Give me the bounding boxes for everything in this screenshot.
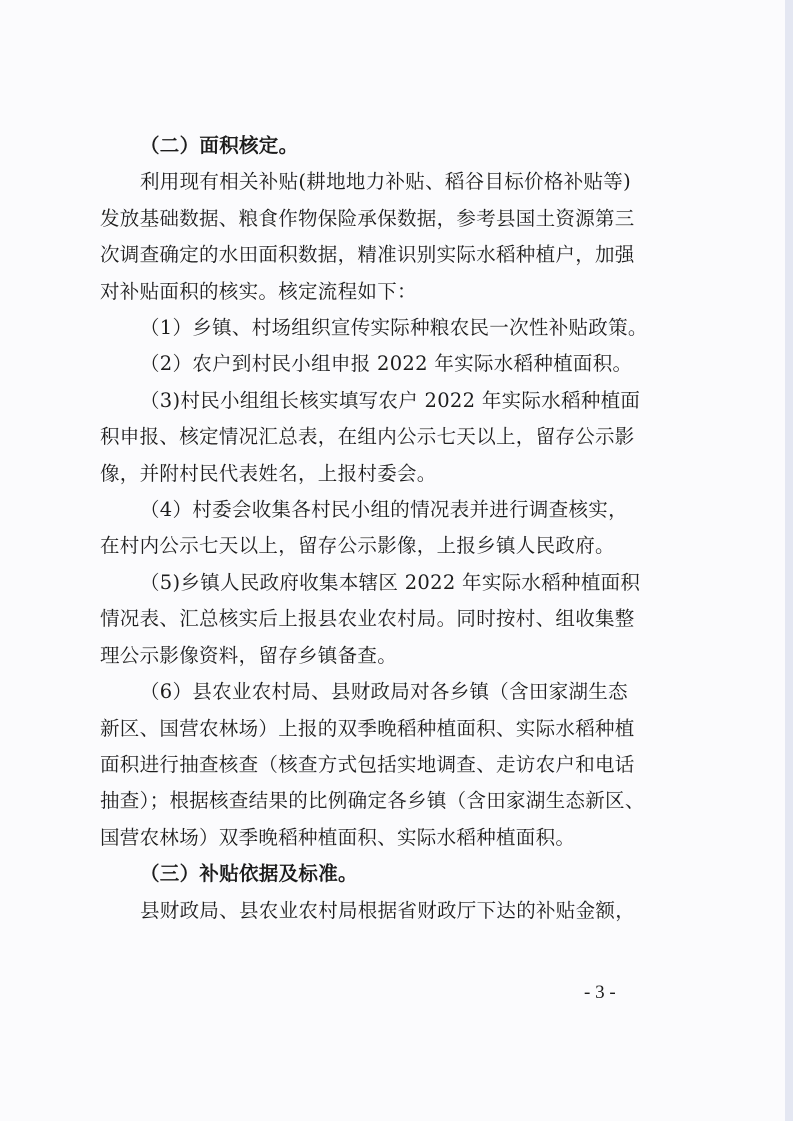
paragraph-line: 面积进行抽查核查（核查方式包括实地调查、走访农户和电话 xyxy=(100,752,635,776)
paragraph-step-3 xyxy=(100,383,680,492)
paragraph-line: （3)村民小组组长核实填写农户 2022 年实际水稻种植面 xyxy=(140,388,641,412)
page-number: - 3 - xyxy=(584,982,616,1003)
paragraph-step-1 xyxy=(100,310,680,346)
paragraph-line: （4）村委会收集各村民小组的情况表并进行调查核实， xyxy=(140,498,628,522)
paragraph-line: 积申报、核定情况汇总表，在组内公示七天以上，留存公示影 xyxy=(100,425,635,449)
paragraph-line: 县财政局、县农业农村局根据省财政厅下达的补贴金额， xyxy=(140,898,636,922)
heading-line: （二）面积核定。 xyxy=(140,134,299,157)
paragraph-line: 像，并附村民代表姓名，上报村委会。 xyxy=(100,461,437,485)
paragraph-line: 利用现有相关补贴(耕地地力补贴、稻谷目标价格补贴等) xyxy=(140,170,632,194)
paragraph-line: （2）农户到村民小组申报 2022 年实际水稻种植面积。 xyxy=(140,352,633,376)
paragraph-line: 发放基础数据、粮食作物保险承保数据，参考县国土资源第三 xyxy=(100,206,635,230)
paragraph-line: 国营农林场）双季晚稻种植面积、实际水稻种植面积。 xyxy=(100,825,576,849)
paragraph-line: （6）县农业农村局、县财政局对各乡镇（含田家湖生态 xyxy=(140,680,628,704)
paragraph-line: 在村内公示七天以上，留存公示影像，上报乡镇人民政府。 xyxy=(100,534,615,558)
paragraph-step-6 xyxy=(100,674,680,856)
paragraph-step-4 xyxy=(100,492,680,565)
paragraph-step-2 xyxy=(100,346,680,382)
paragraph-line: 情况表、汇总核实后上报县农业农村局。同时按村、组收集整 xyxy=(100,607,635,631)
document-body xyxy=(100,128,680,929)
paragraph-intro xyxy=(100,164,680,310)
heading-area-verification xyxy=(100,128,680,164)
paragraph-basis xyxy=(100,893,680,929)
paragraph-line: 对补贴面积的核实。核定流程如下： xyxy=(100,279,417,303)
paragraph-line: （5)乡镇人民政府收集本辖区 2022 年实际水稻种植面积 xyxy=(140,570,641,594)
paragraph-line: （1）乡镇、村场组织宣传实际种粮农民一次性补贴政策。 xyxy=(140,316,648,340)
paragraph-line: 次调查确定的水田面积数据，精准识别实际水稻种植户，加强 xyxy=(100,243,635,267)
scan-edge xyxy=(785,0,793,1121)
paragraph-line: 抽查）；根据核查结果的比例确定各乡镇（含田家湖生态新区、 xyxy=(100,789,645,813)
paragraph-line: 理公示影像资料，留存乡镇备查。 xyxy=(100,643,398,667)
heading-line: （三）补贴依据及标准。 xyxy=(140,862,358,886)
paragraph-line: 新区、国营农林场）上报的双季晚稻种植面积、实际水稻种植 xyxy=(100,716,635,740)
paragraph-step-5 xyxy=(100,565,680,674)
heading-subsidy-basis xyxy=(100,856,680,892)
